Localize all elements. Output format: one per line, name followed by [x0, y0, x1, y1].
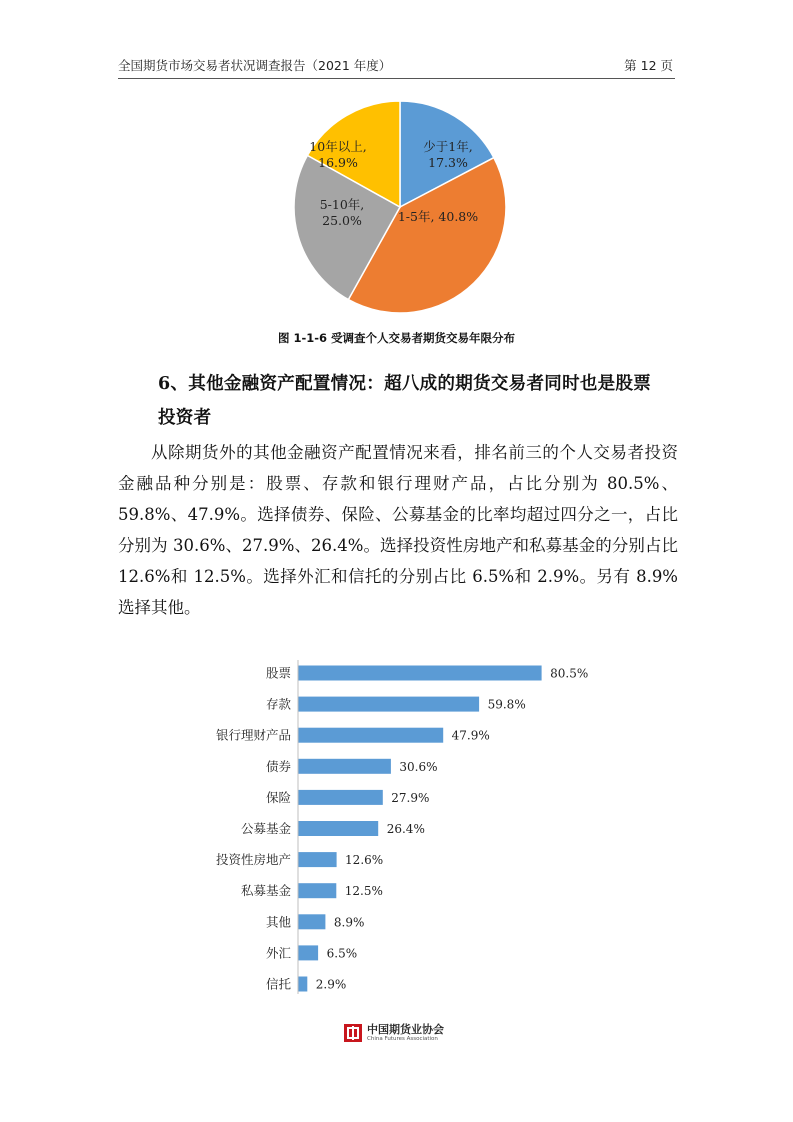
bar — [299, 728, 444, 743]
bar-value-label: 12.6% — [345, 853, 384, 868]
bar-category-label: 信托 — [265, 976, 291, 992]
cfa-logo-icon — [343, 1023, 363, 1043]
bar — [299, 697, 480, 712]
bar — [299, 790, 383, 805]
pie-data-label: 10年以上, 16.9% — [309, 139, 367, 170]
bar-category-label: 公募基金 — [240, 821, 291, 836]
pie-data-label: 5-10年, 25.0% — [319, 197, 365, 228]
footer-logo — [343, 1022, 444, 1044]
body-paragraph: 从除期货外的其他金融资产配置情况来看，排名前三的个人交易者投资金融品种分别是：股票、存款和银行理财产品，占比分别为 80.5%、59.8%、47.9%。选择债券、保险、公募基金的比率均超过四分之一，占比分别为 30.6%、27.9%、26.4%。选择投资性房地产和私募基金的分别占比 12.6%和 12.5%。选择外汇和信托的分别占比 6.5%和 2.9%。另有 8.9%选择其他。 — [118, 443, 678, 617]
bar-value-label: 30.6% — [399, 759, 438, 774]
bar — [299, 759, 391, 774]
bar — [299, 914, 326, 929]
bar-value-label: 8.9% — [333, 915, 365, 930]
bar-chart — [200, 656, 600, 1000]
org-name-cn: 中国期货业协会 — [367, 1022, 444, 1036]
bar-value-label: 6.5% — [326, 946, 358, 961]
bar-value-label: 47.9% — [451, 728, 490, 743]
pie-data-label: 少于1年, 17.3% — [423, 139, 473, 170]
section-title: 6、其他金融资产配置情况：超八成的期货交易者同时也是股票 — [158, 374, 652, 394]
bar — [299, 883, 337, 898]
bar-category-label: 保险 — [265, 789, 291, 805]
bar-value-label: 59.8% — [487, 697, 526, 712]
section-title-continued: 投资者 — [158, 408, 212, 428]
bar — [299, 821, 379, 836]
figure-caption: 图 1-1-6 受调查个人交易者期货交易年限分布 — [277, 331, 516, 345]
bar-value-label: 12.5% — [344, 884, 383, 899]
bar — [299, 666, 542, 681]
pie-chart — [260, 92, 560, 317]
bar-value-label: 80.5% — [550, 666, 589, 681]
bar-category-label: 私募基金 — [240, 883, 291, 899]
bar-category-label: 股票 — [265, 665, 291, 681]
bar-category-label: 债券 — [265, 758, 291, 774]
bar-category-label: 外汇 — [265, 945, 291, 961]
bar-value-label: 26.4% — [386, 822, 425, 836]
bar-category-label: 银行理财产品 — [215, 727, 291, 743]
pie-data-label: 1-5年, 40.8% — [397, 209, 479, 224]
bar — [299, 977, 308, 992]
org-name-en: China Futures Association — [367, 1035, 438, 1042]
bar-value-label: 27.9% — [391, 790, 430, 805]
bar-value-label: 2.9% — [315, 977, 347, 992]
bar — [299, 852, 337, 867]
header-divider — [118, 78, 675, 79]
page-number: 第 12 页 — [624, 58, 673, 73]
header-title: 全国期货市场交易者状况调查报告（2021 年度） — [118, 58, 392, 73]
bar-category-label: 存款 — [265, 696, 291, 712]
bar — [299, 945, 319, 960]
bar-category-label: 投资性房地产 — [215, 852, 291, 868]
bar-category-label: 其他 — [265, 914, 291, 930]
